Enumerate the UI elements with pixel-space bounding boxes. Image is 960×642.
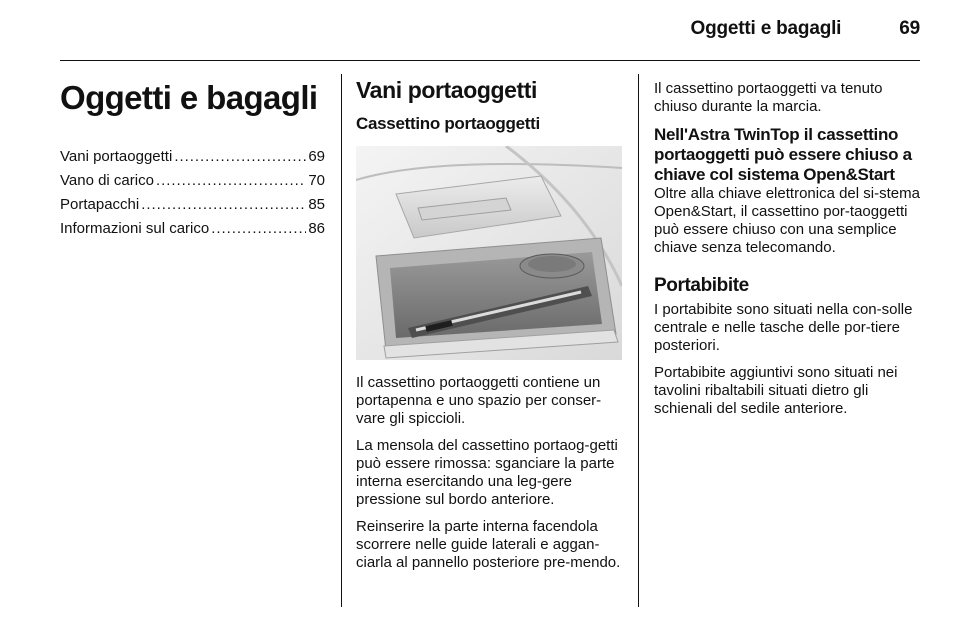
section-title-storage: Vani portaoggetti	[356, 77, 538, 103]
page-number: 69	[899, 18, 920, 39]
running-header-title: Oggetti e bagagli	[690, 18, 842, 39]
toc-entry-page: 86	[308, 220, 325, 237]
toc-leader-dots	[174, 148, 306, 166]
toc-entry[interactable]	[60, 196, 325, 220]
toc-entry-label: Informazioni sul carico	[60, 220, 210, 237]
column-divider-2	[638, 74, 639, 607]
header-rule	[60, 60, 920, 61]
toc-entry[interactable]	[60, 172, 325, 196]
toc-entry-page: 70	[308, 172, 325, 189]
glovebox-illustration-icon	[356, 146, 622, 360]
toc-leader-dots	[141, 196, 306, 214]
toc-entry-label: Vani portaoggetti	[60, 148, 173, 165]
toc-entry[interactable]	[60, 220, 325, 244]
toc-entry-label: Portapacchi	[60, 196, 140, 213]
toc-leader-dots	[156, 172, 306, 190]
toc-entry-page: 85	[308, 196, 325, 213]
cupholder-paragraph: I portabibite sono situati nella con-solle centrale e nelle tasche delle por-tiere posteriori.	[654, 301, 913, 354]
section-title-cupholders: Portabibite	[654, 275, 749, 296]
glovebox-column	[356, 72, 622, 581]
toc-leader-dots	[211, 220, 306, 238]
glovebox-closed-paragraph: Il cassettino portaoggetti va tenuto chiuso durante la marcia.	[654, 80, 883, 115]
glovebox-paragraph: Il cassettino portaoggetti contiene un portapenna e uno spazio per conser-vare gli spiccioli.	[356, 374, 602, 427]
subsection-title-glovebox: Cassettino portaoggetti	[356, 114, 540, 133]
toc-entry-page: 69	[308, 148, 325, 165]
cupholder-paragraph: Portabibite aggiuntivi sono situati nei tavolini ribaltabili situati dietro gli schienali del sedile anteriore.	[654, 364, 898, 417]
toc-entry-label: Vano di carico	[60, 172, 154, 189]
chapter-title: Oggetti e bagagli	[60, 79, 318, 116]
cupholder-column	[654, 80, 922, 427]
running-header	[60, 18, 920, 48]
glovebox-paragraph: La mensola del cassettino portaog-getti può essere rimossa: sganciare la parte interna esercitando una leg-gere pressione sul bordo anteriore.	[356, 437, 618, 508]
column-divider-1	[341, 74, 342, 607]
table-of-contents	[60, 148, 325, 244]
chapter-contents-column	[60, 72, 325, 244]
glovebox-paragraph: Reinserire la parte interna facendola scorrere nelle guide laterali e aggan-ciarla al pannello posteriore pre-mendo.	[356, 518, 621, 571]
twintop-heading: Nell'Astra TwinTop il cassettino portaoggetti può essere chiuso a chiave col sistema Open&Start	[654, 125, 912, 184]
toc-entry[interactable]	[60, 148, 325, 172]
twintop-paragraph: Oltre alla chiave elettronica del si-stema Open&Start, il cassettino por-taoggetti può essere chiuso con una semplice chiave senza telecomando.	[654, 185, 920, 256]
